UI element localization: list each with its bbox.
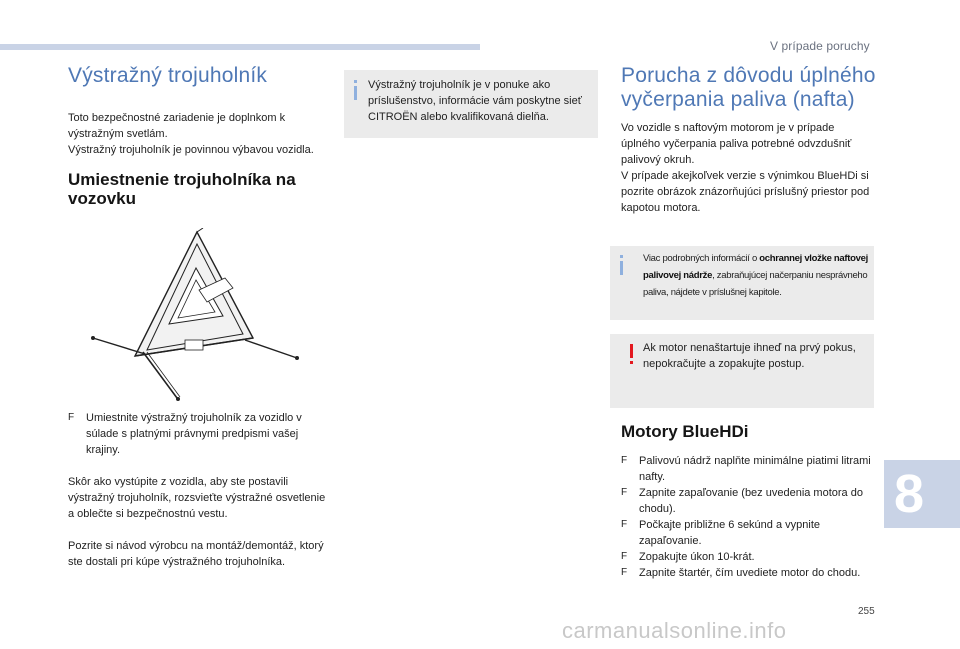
left-column [68, 64, 330, 208]
vest-paragraph: Skôr ako vystúpite z vozidla, aby ste postavili výstražný trojuholník, rozsvieťte výstražné osvetlenie a oblečte si bezpečnostnú vestu. [68, 476, 326, 520]
intro-paragraph-1: Toto bezpečnostné zariadenie je doplnkom k výstražným svetlám. [68, 112, 286, 140]
placement-bullet [68, 410, 330, 458]
bluehdi-step [621, 549, 876, 565]
right-column [621, 64, 876, 216]
bluehdi-step-text: Palivovú nádrž naplňte minimálne piatimi litrami nafty. [639, 455, 871, 483]
warning-triangle-illustration [85, 228, 305, 408]
misfuel-info-box [610, 246, 874, 320]
bluehdi-step-text: Zapnite štartér, čím uvediete motor do chodu. [639, 567, 861, 579]
bluehdi-section [621, 422, 876, 581]
watermark: carmanualsonline.info [562, 618, 787, 643]
bullet-f-icon: F [621, 455, 628, 466]
page-number: 255 [858, 606, 875, 617]
bullet-f-icon: F [621, 551, 628, 562]
accessory-info-box [344, 70, 598, 138]
bluehdi-step-text: Zopakujte úkon 10-krát. [639, 551, 755, 563]
accessory-info-text: Výstražný trojuholník je v ponuke ako príslušenstvo, informácie vám poskytne sieť CITROËN alebo kvalifikovaná dielňa. [368, 79, 582, 123]
bullet-f-icon: F [621, 567, 628, 578]
misfuel-suffix: , zabraňujúcej načerpaniu nesprávneho paliva, nájdete v príslušnej kapitole. [643, 270, 868, 298]
section-header: V prípade poruchy [770, 39, 870, 53]
bluehdi-steps [621, 453, 876, 581]
bluehdi-step [621, 485, 876, 517]
intro-paragraph-2: Výstražný trojuholník je povinnou výbavou vozidla. [68, 144, 314, 156]
warning-exclamation-icon [630, 344, 633, 358]
bluehdi-step [621, 565, 876, 581]
manufacturer-paragraph: Pozrite si návod výrobcu na montáž/demontáž, ktorý ste dostali pri kúpe výstražného trojuholníka. [68, 540, 324, 568]
restart-warning-text: Ak motor nenaštartuje ihneď na prvý pokus, nepokračujte a zopakujte postup. [643, 342, 856, 370]
misfuel-bold-link: ochrannej vložke naftovej palivovej nádrže [643, 253, 868, 281]
misfuel-info-text [643, 250, 871, 301]
bullet-f-icon: F [621, 487, 628, 498]
chapter-tab: 8 [884, 460, 960, 528]
placement-bullet-text: Umiestnite výstražný trojuholník za vozidlo v súlade s platnými právnymi predpismi vašej krajiny. [86, 412, 302, 456]
bluehdi-step-text: Počkajte približne 6 sekúnd a vypnite zapaľovanie. [639, 519, 820, 547]
info-icon [354, 86, 357, 100]
misfuel-prefix: Viac podrobných informácií o [643, 253, 760, 264]
bluehdi-step [621, 517, 876, 549]
info-icon [620, 261, 623, 275]
diesel-intro-2: V prípade akejkoľvek verzie s výnimkou BlueHDi si pozrite obrázok znázorňujúci príslušný priestor pod kapotou motora. [621, 170, 870, 214]
info-icon-dot [354, 80, 357, 83]
info-icon-dot [620, 255, 623, 258]
bluehdi-step [621, 453, 876, 485]
bluehdi-subtitle: Motory BlueHDi [621, 422, 749, 441]
warning-exclamation-dot [630, 361, 633, 364]
header-bar [0, 44, 480, 50]
placement-subtitle: Umiestnenie trojuholníka na vozovku [68, 170, 296, 208]
warning-triangle-title: Výstražný trojuholník [68, 64, 268, 87]
bullet-f-icon: F [68, 412, 75, 423]
restart-warning-box [610, 334, 874, 408]
fuel-failure-title: Porucha z dôvodu úplného vyčerpania paliva (nafta) [621, 64, 876, 111]
bullet-f-icon: F [621, 519, 628, 530]
left-column-lower [68, 410, 330, 570]
bluehdi-step-text: Zapnite zapaľovanie (bez uvedenia motora do chodu). [639, 487, 863, 515]
diesel-intro-1: Vo vozidle s naftovým motorom je v prípade úplného vyčerpania paliva potrebné odvzdušniť palivový okruh. [621, 122, 852, 166]
